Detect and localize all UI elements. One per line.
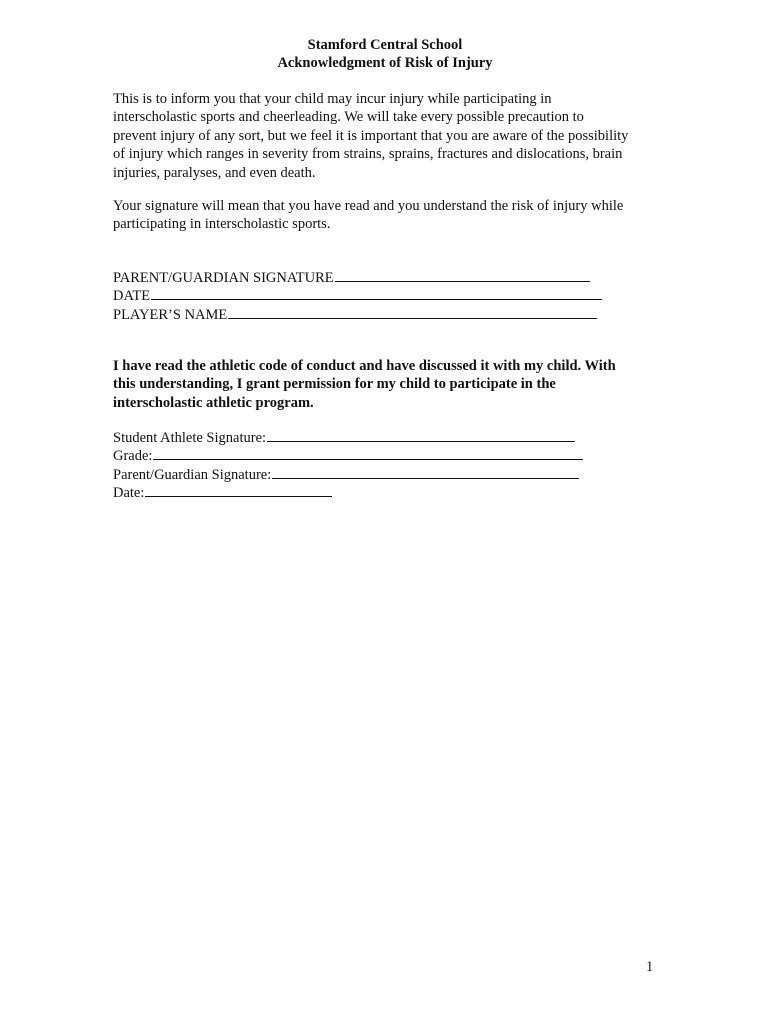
page-number: 1 [646, 959, 654, 975]
player-name-field [113, 305, 658, 323]
field-label: PLAYER’S NAME [113, 306, 228, 323]
date-field [113, 286, 658, 304]
field-label: Parent/Guardian Signature: [113, 466, 272, 483]
conduct-statement [113, 357, 658, 412]
statement-line: this understanding, I grant permission for my child to participate in the [113, 376, 556, 393]
conduct-signature-section [113, 428, 658, 502]
date-field-2 [113, 483, 658, 501]
signature-meaning-paragraph [113, 197, 658, 234]
inform-paragraph [113, 90, 658, 182]
paragraph-line: of injury which ranges in severity from strains, sprains, fractures and dislocations, brain [113, 146, 623, 163]
document-header [0, 36, 770, 72]
form-title: Acknowledgment of Risk of Injury [277, 55, 493, 71]
paragraph-line: This is to inform you that your child may incur injury while participating in [113, 91, 552, 107]
school-name: Stamford Central School [307, 37, 463, 53]
parent-guardian-signature-field-2 [113, 465, 658, 483]
parent-guardian-signature-line-2[interactable] [272, 465, 579, 479]
student-athlete-signature-line[interactable] [267, 428, 575, 442]
parent-guardian-signature-field [113, 268, 658, 286]
student-athlete-signature-field [113, 428, 658, 446]
field-label: Grade: [113, 448, 153, 465]
grade-line[interactable] [153, 446, 583, 460]
grade-field [113, 446, 658, 464]
field-label: DATE [113, 288, 151, 305]
paragraph-line: injuries, paralyses, and even death. [113, 164, 316, 181]
paragraph-line: Your signature will mean that you have read and you understand the risk of injury while [113, 198, 624, 214]
statement-line: I have read the athletic code of conduct and have discussed it with my child. With [113, 358, 616, 374]
date-line-2[interactable] [145, 483, 332, 497]
paragraph-line: participating in interscholastic sports. [113, 216, 331, 233]
field-label: PARENT/GUARDIAN SIGNATURE [113, 270, 334, 286]
paragraph-line: interscholastic sports and cheerleading. We will take every possible precaution to [113, 109, 584, 126]
field-label: Date: [113, 485, 145, 502]
statement-line: interscholastic athletic program. [113, 394, 314, 411]
paragraph-line: prevent injury of any sort, but we feel it is important that you are aware of the possibility [113, 127, 629, 144]
risk-signature-section [113, 268, 658, 323]
parent-guardian-signature-line[interactable] [335, 268, 590, 282]
field-label: Student Athlete Signature: [113, 430, 267, 446]
date-line[interactable] [151, 286, 602, 300]
player-name-line[interactable] [228, 305, 597, 319]
